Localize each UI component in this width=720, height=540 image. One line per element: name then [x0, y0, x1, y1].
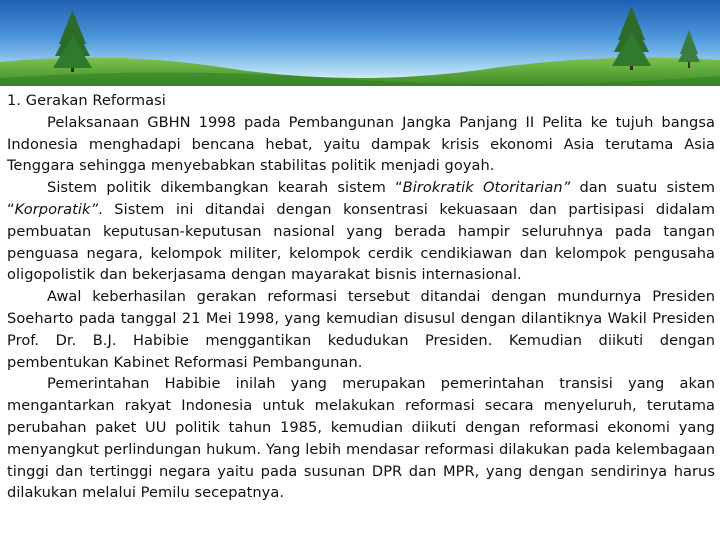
header-banner — [0, 0, 720, 86]
paragraph-2-text-c: . Sistem ini ditandai dengan konsentrasi kekuasaan dan partisipasi didalam pembuatan keputusan-keputusan nasional yang berada hampir seluruhnya pada tangan penguasa negara, kelompok militer, kelompok cerdik cendikiawan dan kelompok pengusaha oligopolistik dan bekerjasama dengan mayarakat bisnis internasional. — [7, 200, 715, 284]
section-heading: 1. Gerakan Reformasi — [7, 92, 166, 109]
term-birokratik-otoritarian: Birokratik Otoritarian” — [402, 179, 571, 197]
landscape-banner-graphic — [0, 0, 720, 86]
paragraph-2-text-b: dan suatu sistem “ — [7, 179, 716, 218]
document-body — [7, 90, 715, 504]
paragraph-3-text: Awal keberhasilan gerakan reformasi tersebut ditandai dengan mundurnya Presiden Soeharto pada tanggal 21 Mei 1998, yang kemudian disusul dengan dilantiknya Wakil Presiden Prof. Dr. B.J. Habibie menggantikan kedudukan Presiden. Kemudian diikuti dengan pembentukan Kabinet Reformasi Pembangunan. — [7, 288, 715, 371]
term-korporatik: Korporatik” — [14, 200, 99, 218]
paragraph-2 — [7, 177, 715, 286]
paragraph-1-text: Pelaksanaan GBHN 1998 pada Pembangunan Jangka Panjang II Pelita ke tujuh bangsa Indonesia menghadapi bencana hebat, yaitu dampak krisis ekonomi Asia terutama Asia Tenggara sehingga menyebabkan stabilitas politik menjadi goyah. — [7, 113, 715, 175]
paragraph-2-text-a: Sistem politik dikembangkan kearah sistem “ — [47, 179, 403, 197]
paragraph-4-text: Pemerintahan Habibie inilah yang merupakan pemerintahan transisi yang akan mengantarkan rakyat Indonesia untuk melakukan reformasi secara menyeluruh, terutama perubahan paket UU politik tahun 1985, kemudian diikuti dengan reformasi ekonomi yang menyangkut perlindungan hukum. Yang lebih mendasar reformasi dilakukan pada kelembagaan tinggi dan tertinggi negara yaitu pada susunan DPR dan MPR, yang dengan sendirinya harus dilakukan melalui Pemilu secepatnya. — [7, 375, 715, 502]
paragraph-3 — [7, 286, 715, 373]
paragraph-1 — [7, 112, 715, 177]
paragraph-4 — [7, 373, 715, 504]
